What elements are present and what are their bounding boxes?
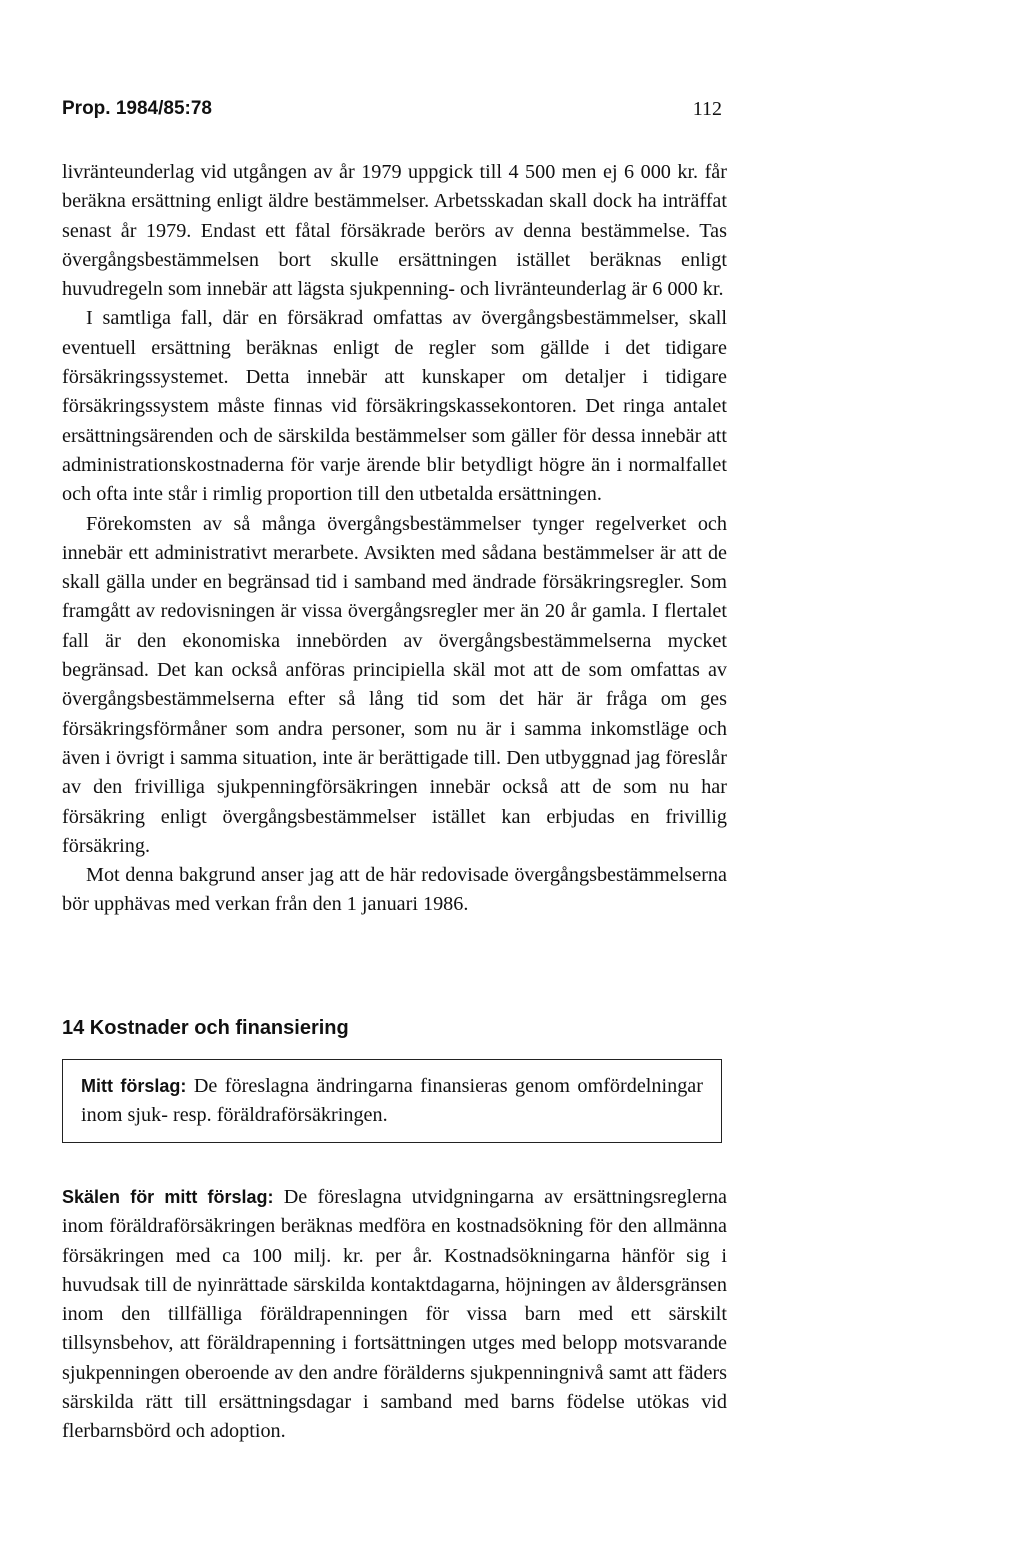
paragraph: Förekomsten av så många övergångsbestämmelser tynger regelverket och innebär ett administrativt merarbete. Avsikten med sådana bestämmelser är att de skall gälla under en begränsad tid i samband med ändrade försäkringsregler. Som framgått av redovisningen är vissa övergångsregler mer än 20 år gamla. I flertalet fall är den ekonomiska innebörden av övergångsbestämmelserna mycket begränsad. Det kan också anföras principiella skäl mot att de som omfattas av övergångsbestämmelserna efter så lång tid som det här är fråga om ges försäkringsförmåner som andra personer, som nu är i samma inkomstläge och även i övrigt i samma situation, inte är berättigade till. Den utbyggnad jag föreslår av den frivilliga sjukpenningförsäkringen innebär också att de som nu har försäkring enligt övergångsbestämmelser istället kan erbjudas en frivillig försäkring. — [62, 512, 727, 857]
page-header — [62, 98, 722, 128]
main-text — [62, 158, 727, 920]
proposal-label: Mitt förslag: — [81, 1076, 187, 1096]
section-heading: 14 Kostnader och finansiering — [62, 1017, 349, 1039]
reasons-paragraph — [62, 1183, 727, 1447]
proposal-text: De föreslagna ändringarna finansieras genom omfördelningar inom sjuk- resp. föräldraförsäkringen. — [81, 1075, 703, 1126]
reasons-body: De föreslagna utvidgningarna av ersättningsreglerna inom föräldraförsäkringen beräknas medföra en kostnadsökning för den allmänna försäkringen med ca 100 milj. kr. per år. Kostnadsökningarna hänför sig i huvudsak till de nyinrättade särskilda kontaktdagarna, höjningen av åldersgränsen inom den tillfälliga föräldrapenningen för vissa barn med ett särskilt tillsynsbehov, att föräldrapenning i fortsättningen utges med belopp motsvarande sjukpenningen oberoende av den andre förälderns sjukpenningnivå samt att fäders särskilda rätt till ersättningsdagar i samband med barns födelse utökas vid flerbarnsbörd och adoption. — [62, 1186, 728, 1443]
reasons-label: Skälen för mitt förslag: — [62, 1187, 274, 1207]
paragraph: Mot denna bakgrund anser jag att de här redovisade övergångsbestämmelserna bör upphävas med verkan från den 1 januari 1986. — [62, 864, 727, 916]
reasons-text — [62, 1183, 727, 1447]
page-number: 112 — [692, 98, 722, 120]
proposal-box — [62, 1059, 722, 1143]
document-reference: Prop. 1984/85:78 — [62, 98, 212, 119]
paragraph: I samtliga fall, där en försäkrad omfattas av övergångsbestämmelser, skall eventuell ersättning beräknas enligt de regler som gällde i det tidigare försäkringssystemet. Detta innebär att kunskaper om detaljer i tidigare försäkringssystem måste finnas vid försäkringskassekontoren. Det ringa antalet ersättningsärenden och de särskilda bestämmelser som gäller för dessa innebär att administrationskostnaderna för varje ärende blir betydligt högre än i normalfallet och ofta inte står i rimlig proportion till den utbetalda ersättningen. — [62, 307, 727, 506]
paragraph-continuation: livränteunderlag vid utgången av år 1979 uppgick till 4 500 men ej 6 000 kr. får beräkna ersättning enligt äldre bestämmelser. Arbetsskadan skall dock ha inträffat senast år 1979. Endast ett fåtal försäkrade berörs av denna bestämmelse. Tas övergångsbestämmelsen bort skulle ersättningen istället beräknas enligt huvudregeln som innebär att lägsta sjukpenning- och livränteunderlag är 6 000 kr. — [62, 161, 727, 301]
